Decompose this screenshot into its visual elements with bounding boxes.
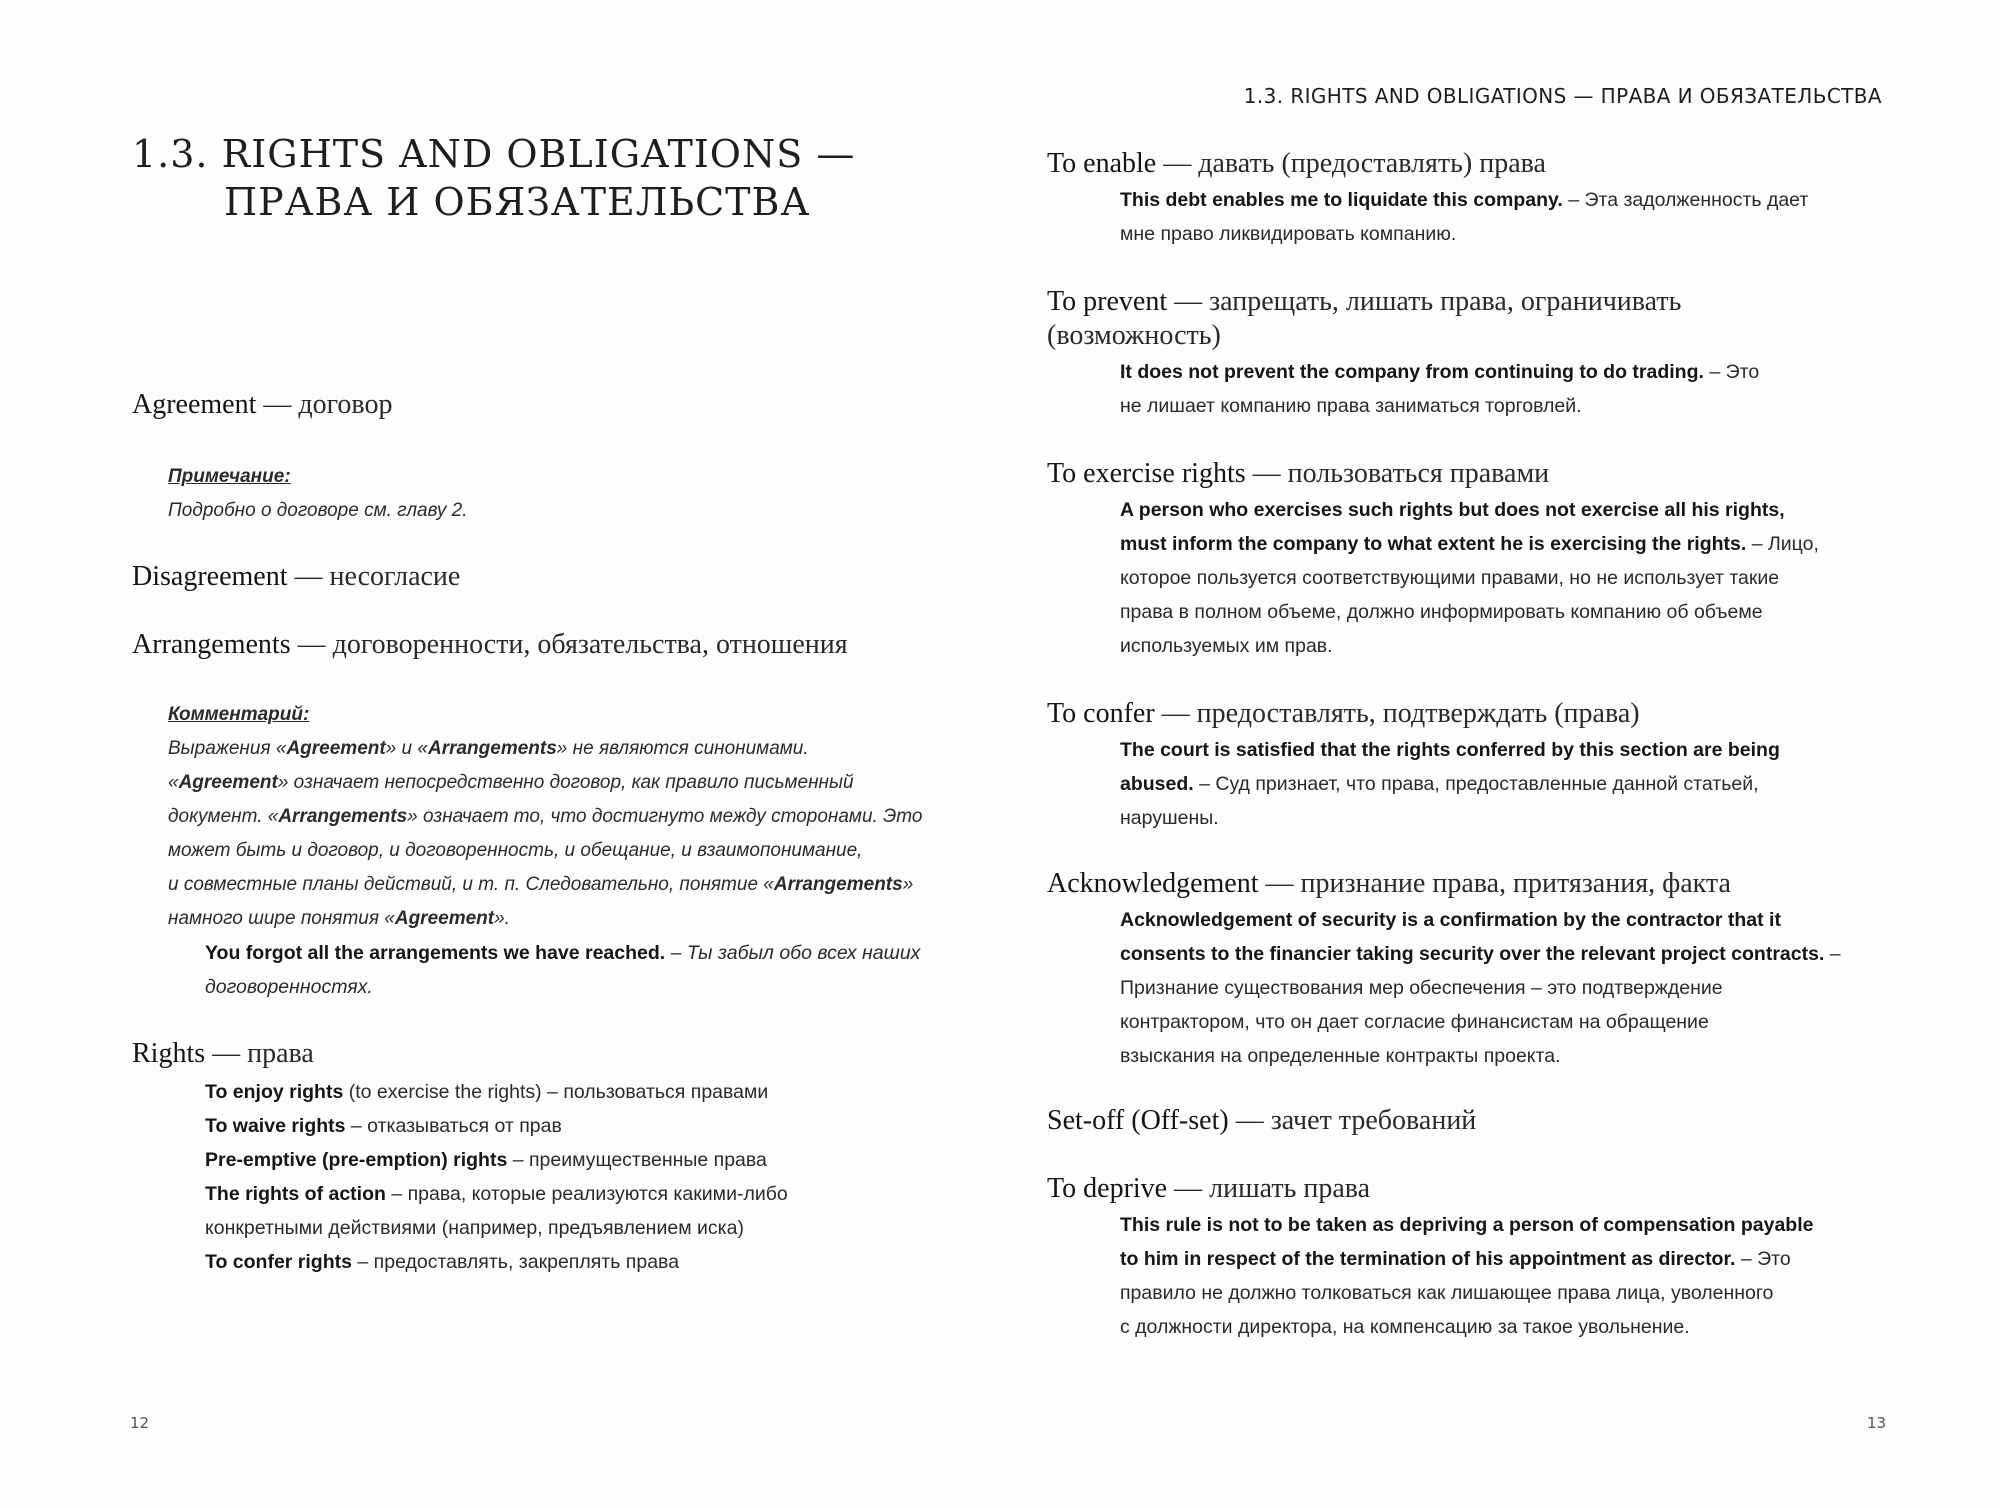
term-arrangements: [132, 628, 848, 662]
exercise-example: A person who exercises such rights but does not exercise all his rights, must inform the company to what extent he is exercising the rights. – Лицо, которое пользуется соответствующими правами, но не использует такие права в полном объеме, должно информировать компанию об объеме используемых им прав.: [1120, 499, 1819, 657]
term-ru: договор: [298, 389, 393, 420]
prevent-example: It does not prevent the company from continuing to do trading. – Это не лишает компанию права заниматься торговлей.: [1120, 361, 1760, 417]
deprive-example: This rule is not to be taken as depriving a person of compensation payable to him in respect of the termination of his appointment as director. – Это правило не должно толковаться как лишающее права лица, уволенного с должности директора, на компенсацию за такое увольнение.: [1120, 1214, 1814, 1338]
enable-example: This debt enables me to liquidate this company. – Эта задолженность дает мне право ликвидировать компанию.: [1120, 189, 1809, 245]
term-dash: —: [287, 561, 330, 592]
term-disagreement: [132, 560, 460, 594]
right-page: [1000, 0, 2000, 1508]
term-en: Arrangements: [132, 629, 291, 660]
term-set-off: Set-off (Off-set) — зачет требований: [1047, 1105, 1477, 1136]
comment-line-4: может быть и договор, и договоренность, и обещание, и взаимопонимание,: [168, 840, 863, 861]
running-head: 1.3. RIGHTS AND OBLIGATIONS — ПРАВА И ОБЯЗАТЕЛЬСТВА: [1243, 84, 1882, 108]
term-ru: несогласие: [329, 561, 461, 592]
comment-box: [168, 698, 922, 936]
term-agreement: [132, 388, 392, 422]
note-text: Подробно о договоре см. главу 2.: [168, 500, 468, 521]
comment-line-6: намного шире понятия «Agreement».: [168, 908, 510, 929]
term-dash: —: [290, 629, 333, 660]
comment-line-5: и совместные планы действий, и т. п. Следовательно, понятие «Arrangements»: [168, 874, 914, 895]
arrangements-example: You forgot all the arrangements we have reached. – Ты забыл обо всех наших договоренностях.: [205, 942, 921, 998]
list-item: To waive rights – отказываться от прав: [205, 1115, 562, 1137]
term-to-confer: To confer — предоставлять, подтверждать (права): [1047, 698, 1640, 729]
comment-line-2: «Agreement» означает непосредственно договор, как правило письменный: [168, 772, 854, 793]
term-rights: [132, 1037, 314, 1071]
page-number-left: 12: [130, 1414, 150, 1432]
comment-label: Комментарий:: [168, 704, 310, 725]
note-box: [168, 460, 468, 528]
term-acknowledgement: Acknowledgement — признание права, притязания, факта: [1047, 868, 1731, 899]
confer-example: The court is satisfied that the rights conferred by this section are being abused. – Суд признает, что права, предоставленные данной статьей, нарушены.: [1120, 739, 1780, 829]
list-item: Pre-emptive (pre-emption) rights – преимущественные права: [205, 1149, 767, 1171]
rights-list: [205, 1075, 788, 1279]
list-item: To confer rights – предоставлять, закреплять права: [205, 1251, 680, 1273]
term-dash: —: [205, 1038, 248, 1069]
term-to-enable: To enable — давать (предоставлять) права: [1047, 148, 1546, 179]
chapter-title-line-2: ПРАВА И ОБЯЗАТЕЛЬСТВА: [224, 180, 811, 224]
chapter-title: [132, 130, 855, 226]
note-label: Примечание:: [168, 466, 291, 487]
term-to-deprive: To deprive — лишать права: [1047, 1173, 1371, 1204]
term-ru: договоренности, обязательства, отношения: [332, 629, 848, 660]
comment-line-3: документ. «Arrangements» означает то, что достигнуто между сторонами. Это: [168, 806, 923, 827]
term-to-exercise-rights: To exercise rights — пользоваться правами: [1047, 458, 1550, 489]
term-to-prevent: To prevent — запрещать, лишать права, ограничивать (возможность): [1047, 286, 1682, 351]
list-item: To enjoy rights (to exercise the rights) – пользоваться правами: [205, 1081, 769, 1103]
comment-line-1: Выражения «Agreement» и «Arrangements» не являются синонимами.: [168, 738, 809, 759]
list-item-continuation: конкретными действиями (например, предъявлением иска): [205, 1217, 744, 1239]
page-number-right: 13: [1867, 1414, 1887, 1432]
term-dash: —: [256, 389, 299, 420]
term-ru: права: [247, 1038, 314, 1069]
acknowledgement-example: Acknowledgement of security is a confirmation by the contractor that it consents to the financier taking security over the relevant project contracts. – Признание существования мер обеспечения – это подтверждение контрактором, что он дает согласие финансистам на обращение взыскания на определенные контракты проекта.: [1120, 909, 1841, 1067]
list-item: The rights of action – права, которые реализуются какими-либо: [205, 1183, 788, 1205]
chapter-title-line-1: 1.3. RIGHTS AND OBLIGATIONS —: [132, 132, 856, 176]
term-en: Rights: [132, 1038, 206, 1069]
term-en: Disagreement: [132, 561, 288, 592]
term-en: Agreement: [132, 389, 257, 420]
